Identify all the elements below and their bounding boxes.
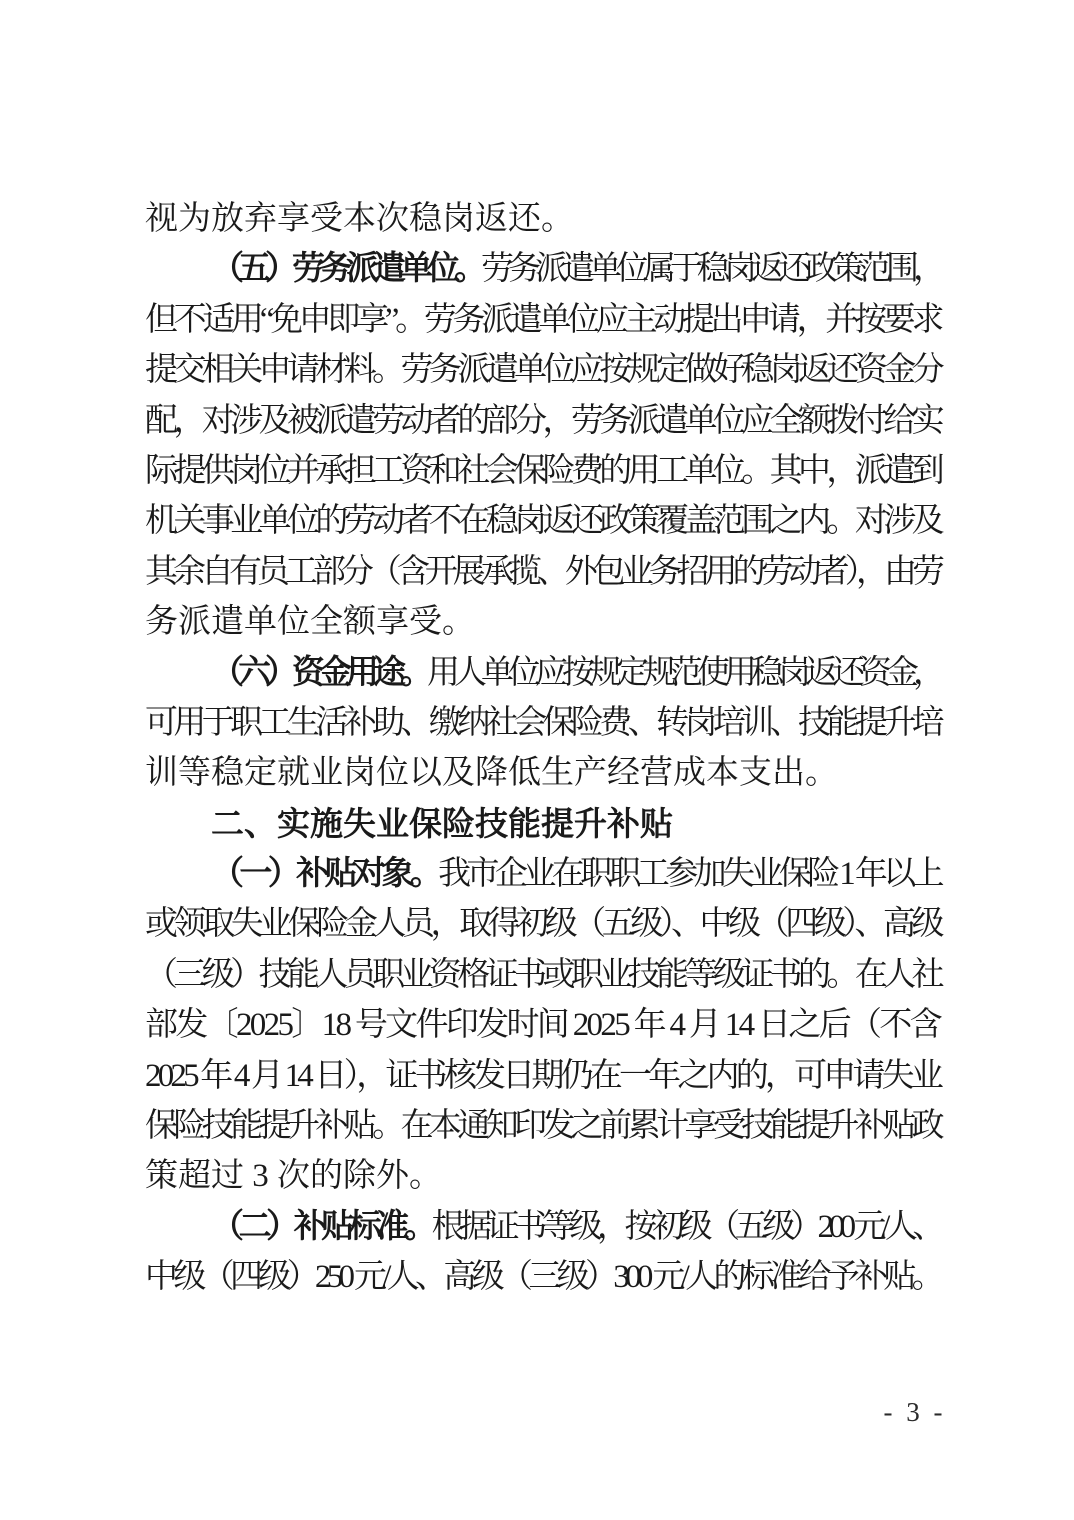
line-text: 配，对涉及被派遣劳动者的部分，劳务派遣单位应全额拨付给实	[145, 402, 941, 439]
line-text: 训等稳定就业岗位以及降低生产经营成本支出。	[145, 755, 838, 792]
paragraph-line	[145, 446, 940, 496]
paragraph-line	[145, 396, 940, 446]
paragraph-opening-line	[145, 849, 940, 899]
page-number: - 3 -	[883, 1397, 943, 1427]
paragraph-last-line	[145, 194, 940, 244]
paragraph-line	[145, 496, 940, 546]
section-heading	[145, 799, 940, 849]
paragraph-line	[145, 345, 940, 395]
paragraph-last-line	[145, 597, 940, 647]
paragraph-line	[145, 1252, 940, 1302]
line-text: 中级（四级）250 元/人、高级（三级）300 元/人的标准给予补贴。	[145, 1259, 940, 1296]
paragraph-opening-line	[145, 648, 940, 698]
line-text: 用人单位应按规定规范使用稳岗返还资金，	[427, 654, 940, 691]
line-text: 劳务派遣单位属于稳岗返还政策范围，	[481, 251, 940, 288]
line-text: 根据证书等级，按初级（五级）200 元/人、	[431, 1208, 941, 1245]
paragraph-line	[145, 698, 940, 748]
clause-label: （六）资金用途。	[211, 654, 427, 691]
line-text: 2025 年 4 月 14 日），证书核发日期仍在一年之内的，可申请失业	[145, 1057, 940, 1094]
paragraph-line	[145, 950, 940, 1000]
paragraph-line	[145, 1051, 940, 1101]
clause-label: （一）补贴对象。	[211, 856, 439, 893]
line-text: 机关事业单位的劳动者不在稳岗返还政策覆盖范围之内。对涉及	[145, 503, 941, 540]
line-text: （三级）技能人员职业资格证书或职业技能等级证书的。在人社	[145, 956, 941, 993]
line-text: 或领取失业保险金人员，取得初级（五级）、中级（四级）、高级	[145, 906, 941, 943]
line-text: 际提供岗位并承担工资和社会保险费的用工单位。其中，派遣到	[145, 452, 941, 489]
paragraph-line	[145, 295, 940, 345]
paragraph-line	[145, 1000, 940, 1050]
line-text: 其余自有员工部分（含开展承揽、外包业务招用的劳动者），由劳	[145, 553, 941, 590]
clause-label: （二）补贴标准。	[211, 1208, 432, 1245]
line-text: 我市企业在职职工参加失业保险 1 年以上	[438, 856, 941, 893]
heading-text: 二、实施失业保险技能提升补贴	[211, 804, 673, 842]
line-text: 视为放弃享受本次稳岗返还。	[145, 201, 574, 237]
line-text: 策超过 3 次的除外。	[145, 1158, 442, 1195]
document-body	[145, 194, 940, 1303]
paragraph-opening-line	[145, 1202, 940, 1252]
paragraph-line	[145, 1101, 940, 1151]
line-text: 保险技能提升补贴。在本通知印发之前累计享受技能提升补贴政	[145, 1108, 941, 1145]
line-text: 部发〔2025〕18 号文件印发时间 2025 年 4 月 14 日之后（不含	[145, 1007, 941, 1044]
paragraph-last-line	[145, 748, 940, 798]
line-text: 可用于职工生活补助、缴纳社会保险费、转岗培训、技能提升培	[145, 704, 941, 741]
clause-label: （五）劳务派遣单位。	[211, 251, 481, 288]
paragraph-line	[145, 899, 940, 949]
paragraph-last-line	[145, 1151, 940, 1201]
line-text: 务派遣单位全额享受。	[145, 604, 475, 641]
paragraph-line	[145, 547, 940, 597]
line-text: 提交相关申请材料。劳务派遣单位应按规定做好稳岗返还资金分	[145, 352, 941, 389]
paragraph-opening-line	[145, 244, 940, 294]
line-text: 但不适用“免申即享”。劳务派遣单位应主动提出申请，并按要求	[145, 301, 940, 338]
